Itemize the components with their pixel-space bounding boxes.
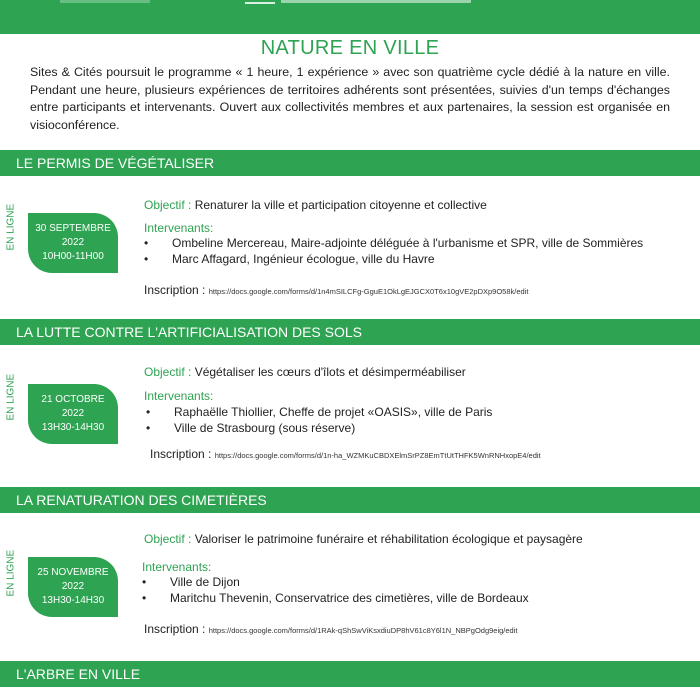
date-time: 13H30-14H30 — [41, 422, 105, 433]
objectif-text: Végétaliser les cœurs d'îlots et désimperméabiliser — [194, 365, 466, 379]
list-item: • Maritchu Thevenin, Conservatrice des cimetières, ville de Bordeaux — [142, 590, 682, 606]
inscription-line — [150, 447, 541, 461]
date-year: 2022 — [61, 581, 85, 592]
date-badge — [28, 213, 118, 273]
list-item: • Ombeline Mercereau, Maire-adjointe déléguée à l'urbanisme et SPR, ville de Sommières — [144, 235, 684, 251]
objectif-line — [144, 198, 487, 212]
intervenants-list — [144, 235, 684, 267]
inscription-line — [144, 622, 517, 636]
online-label: EN LIGNE — [5, 203, 17, 251]
inscription-label: Inscription : — [144, 283, 206, 297]
date-time: 10H00-11H00 — [42, 251, 104, 262]
section-title-arbre: L'ARBRE EN VILLE — [0, 661, 700, 687]
header-band — [0, 0, 700, 34]
date-day: 21 OCTOBRE — [41, 394, 105, 405]
objectif-label: Objectif : — [144, 365, 192, 379]
inscription-line — [144, 283, 528, 297]
partner-logo — [60, 0, 150, 3]
inscription-link[interactable]: https://docs.google.com/forms/d/1n-ha_WZMKuCBDXElmSrPZ8EmTtUtTHFK5WnRNHxopE4/edit — [214, 451, 541, 460]
online-label: EN LIGNE — [5, 373, 17, 421]
objectif-text: Renaturer la ville et participation citoyenne et collective — [194, 198, 487, 212]
inscription-label: Inscription : — [150, 447, 212, 461]
section-title-artificialisation: LA LUTTE CONTRE L'ARTIFICIALISATION DES SOLS — [0, 319, 700, 345]
objectif-text: Valoriser le patrimoine funéraire et réhabilitation écologique et paysagère — [194, 532, 583, 546]
inscription-label: Inscription : — [144, 622, 206, 636]
intro-paragraph: Sites & Cités poursuit le programme « 1 heure, 1 expérience » avec son quatrième cycle dédié à la nature en ville. Pendant une heure, plusieurs expériences de territoires adhérents sont présentées, suivies d'un temps d'échanges entre participants et intervenants. Ouvert aux collectivités membres et aux partenaires, la session est organisée en visioconférence. — [30, 65, 670, 132]
list-item: • Ville de Dijon — [142, 574, 682, 590]
intervenants-label: Intervenants: — [144, 221, 214, 235]
intervenants-list — [146, 404, 686, 436]
objectif-label: Objectif : — [144, 198, 192, 212]
date-badge — [28, 384, 118, 444]
objectif-line — [144, 365, 466, 379]
section-title-permis: LE PERMIS DE VÉGÉTALISER — [0, 150, 700, 176]
date-year: 2022 — [61, 408, 85, 419]
date-time: 13H30-14H30 — [41, 595, 105, 606]
objectif-label: Objectif : — [144, 532, 192, 546]
online-label: EN LIGNE — [5, 549, 17, 597]
page-title: NATURE EN VILLE — [260, 37, 440, 59]
list-item: • Marc Affagard, Ingénieur écologue, ville du Havre — [144, 251, 684, 267]
intervenants-label: Intervenants: — [144, 389, 214, 403]
inscription-link[interactable]: https://docs.google.com/forms/d/1n4mSILCFg-GguE1OkLgEJGCX0T6x10gVE2pDXp9O58k/edit — [208, 287, 529, 296]
intervenants-list — [142, 574, 682, 606]
date-year: 2022 — [61, 237, 85, 248]
section-title-cimetieres: LA RENATURATION DES CIMETIÈRES — [0, 487, 700, 513]
objectif-line — [144, 532, 583, 546]
inscription-link[interactable]: https://docs.google.com/forms/d/1RAk-qShSwViKsxdiuDP8hV61c8Y6l1N_NBPgOdg9eig/edit — [208, 626, 518, 635]
date-badge — [28, 557, 118, 617]
intervenants-label: Intervenants: — [142, 560, 212, 574]
list-item: • Raphaëlle Thiollier, Cheffe de projet «OASIS», ville de Paris — [146, 404, 686, 420]
sites-et-cites-logo — [245, 0, 480, 6]
date-day: 25 NOVEMBRE — [37, 567, 109, 578]
date-day: 30 SEPTEMBRE — [35, 223, 111, 234]
list-item: • Ville de Strasbourg (sous réserve) — [146, 420, 686, 436]
